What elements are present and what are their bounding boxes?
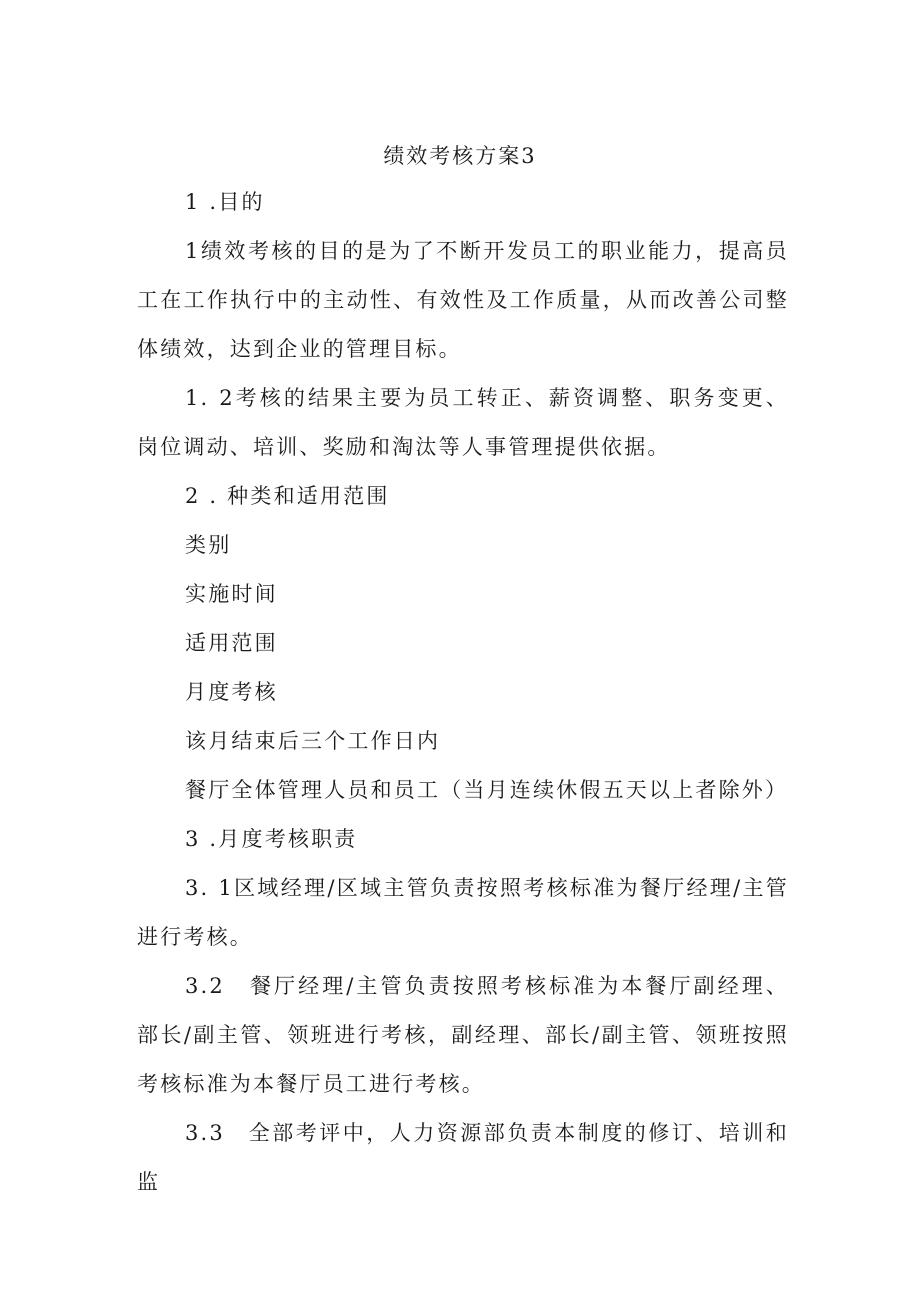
paragraph-10: 餐厅全体管理人员和员工（当月连续休假五天以上者除外） <box>185 778 789 802</box>
paragraph-4: 2 . 种类和适用范围 <box>185 484 390 508</box>
paragraph-8: 月度考核 <box>185 680 278 704</box>
paragraph-12: 3. 1区域经理/区域主管负责按照考核标准为餐厅经理/主管进行考核。 <box>137 876 789 949</box>
document-body <box>137 178 789 1207</box>
paragraph-14: 3.3 全部考评中，人力资源部负责本制度的修订、培训和监 <box>137 1121 789 1194</box>
paragraph-9: 该月结束后三个工作日内 <box>185 729 441 753</box>
paragraph-7: 适用范围 <box>185 631 278 655</box>
paragraph-13: 3.2 餐厅经理/主管负责按照考核标准为本餐厅副经理、部长/副主管、领班进行考核，副经理、部长/副主管、领班按照考核标准为本餐厅员工进行考核。 <box>137 974 789 1096</box>
paragraph-2: 1绩效考核的目的是为了不断开发员工的职业能力，提高员工在工作执行中的主动性、有效性及工作质量，从而改善公司整体绩效，达到企业的管理目标。 <box>137 239 789 361</box>
document-title: 绩效考核方案3 <box>383 144 537 168</box>
paragraph-6: 实施时间 <box>185 582 278 606</box>
paragraph-5: 类别 <box>185 533 232 557</box>
paragraph-11: 3 .月度考核职责 <box>185 827 358 851</box>
paragraph-1: 1 .目的 <box>185 190 265 214</box>
paragraph-3: 1. 2考核的结果主要为员工转正、薪资调整、职务变更、岗位调动、培训、奖励和淘汰等人事管理提供依据。 <box>137 386 789 459</box>
